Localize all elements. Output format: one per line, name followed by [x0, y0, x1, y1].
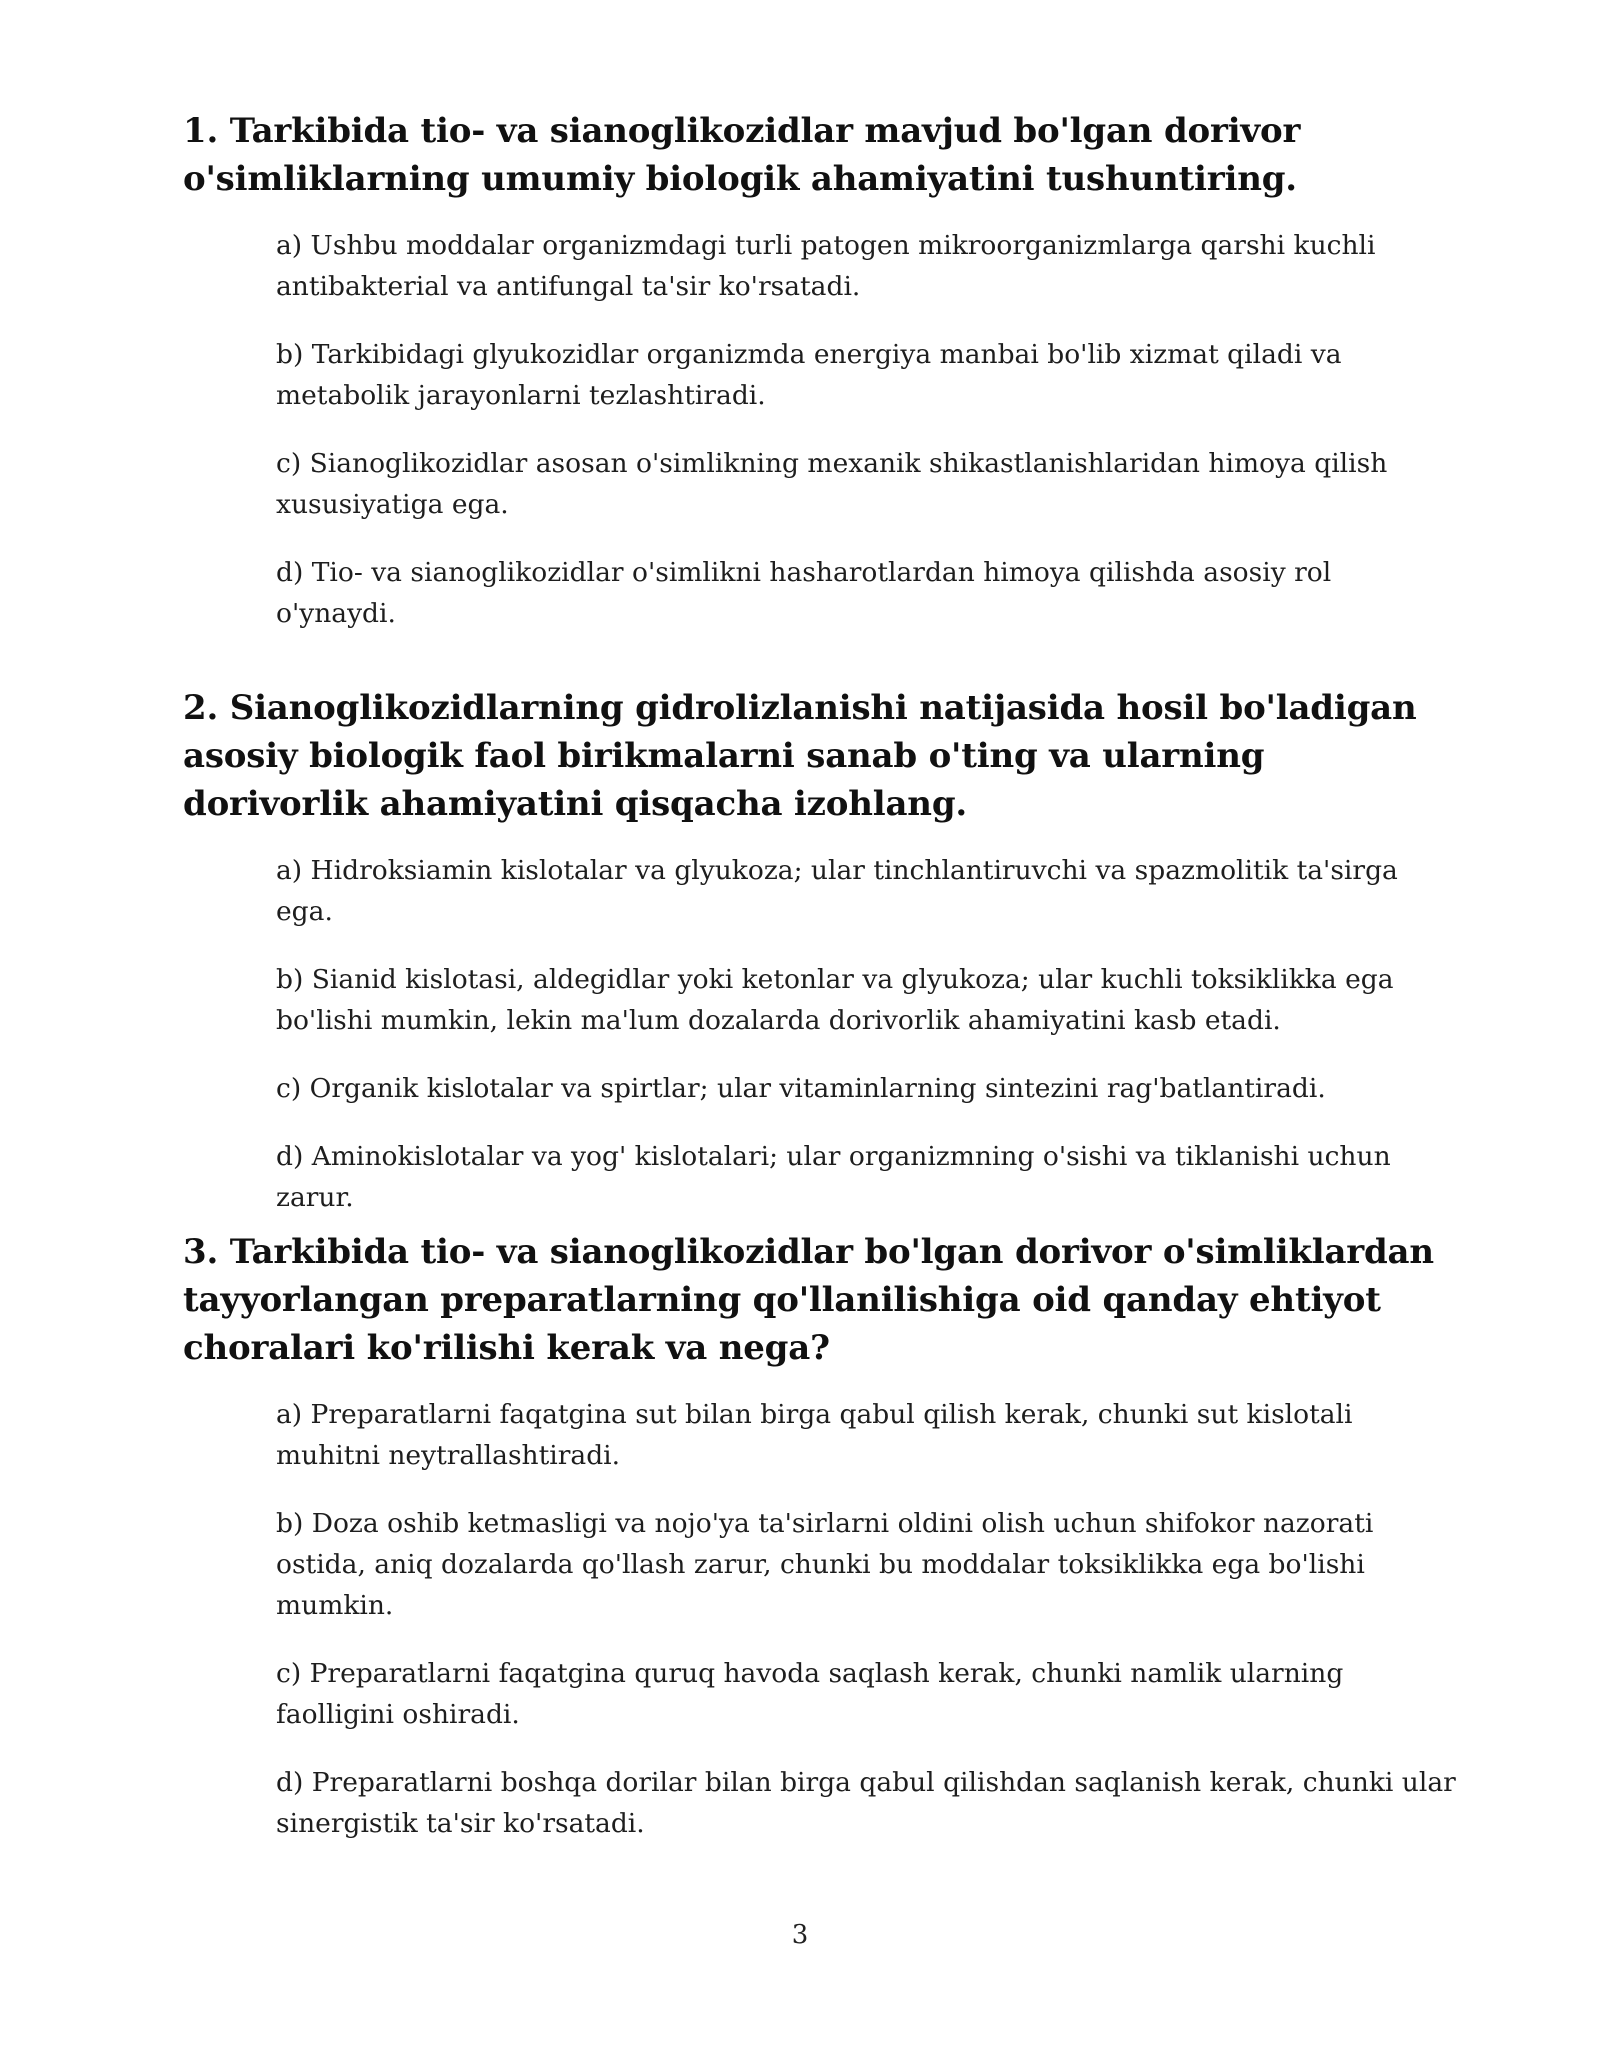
answer-options	[276, 850, 1453, 1218]
answer-option-d: d) Aminokislotalar va yog' kislotalari; ular organizmning o'sishi va tiklanishi uchun zarur.	[276, 1141, 1391, 1213]
answer-option-a: a) Preparatlarni faqatgina sut bilan birga qabul qilish kerak, chunki sut kislotali muhitni neytrallashtiradi.	[276, 1399, 1353, 1471]
answer-options	[276, 1394, 1456, 1844]
question-title: 3. Tarkibida tio- va sianoglikozidlar bo'lgan dorivor o'simliklardan tayyorlangan preparatlarning qo'llanilishiga oid qanday ehtiyot choralari ko'rilishi kerak va nega?	[183, 1232, 1434, 1368]
answer-option-d: d) Preparatlarni boshqa dorilar bilan birga qabul qilishdan saqlanish kerak, chunki ular sinergistik ta'sir ko'rsatadi.	[276, 1767, 1456, 1839]
answer-option-b: b) Sianid kislotasi, aldegidlar yoki ketonlar va glyukoza; ular kuchli toksiklikka ega bo'lishi mumkin, lekin ma'lum dozalarda dorivorlik ahamiyatini kasb etadi.	[276, 964, 1394, 1036]
answer-option-d: d) Tio- va sianoglikozidlar o'simlikni hasharotlardan himoya qilishda asosiy rol o'ynaydi.	[276, 557, 1332, 629]
question-2	[183, 684, 1453, 1245]
answer-options	[276, 225, 1453, 634]
answer-option-a: a) Ushbu moddalar organizmdagi turli patogen mikroorganizmlarga qarshi kuchli antibakterial va antifungal ta'sir ko'rsatadi.	[276, 230, 1376, 302]
answer-option-c: c) Sianoglikozidlar asosan o'simlikning mexanik shikastlanishlaridan himoya qilish xususiyatiga ega.	[276, 448, 1388, 520]
answer-option-b: b) Doza oshib ketmasligi va nojo'ya ta'sirlarni oldini olish uchun shifokor nazorati ostida, aniq dozalarda qo'llash zarur, chunki bu moddalar toksiklikka ega bo'lishi mumkin.	[276, 1508, 1374, 1621]
question-title: 2. Sianoglikozidlarning gidrolizlanishi natijasida hosil bo'ladigan asosiy biologik faol birikmalarni sanab o'ting va ularning dorivorlik ahamiyatini qisqacha izohlang.	[183, 688, 1417, 824]
answer-option-b: b) Tarkibidagi glyukozidlar organizmda energiya manbai bo'lib xizmat qiladi va metabolik jarayonlarni tezlashtiradi.	[276, 339, 1342, 411]
page-number: 3	[791, 1920, 809, 1950]
question-title: 1. Tarkibida tio- va sianoglikozidlar mavjud bo'lgan dorivor o'simliklarning umumiy biologik ahamiyatini tushuntiring.	[183, 111, 1301, 199]
answer-option-c: c) Organik kislotalar va spirtlar; ular vitaminlarning sintezini rag'batlantiradi.	[276, 1073, 1326, 1104]
question-3	[183, 1228, 1456, 1871]
answer-option-c: c) Preparatlarni faqatgina quruq havoda saqlash kerak, chunki namlik ularning faolligini oshiradi.	[276, 1658, 1344, 1730]
answer-option-a: a) Hidroksiamin kislotalar va glyukoza; ular tinchlantiruvchi va spazmolitik ta'sirga ega.	[276, 855, 1398, 927]
question-1	[183, 107, 1453, 661]
